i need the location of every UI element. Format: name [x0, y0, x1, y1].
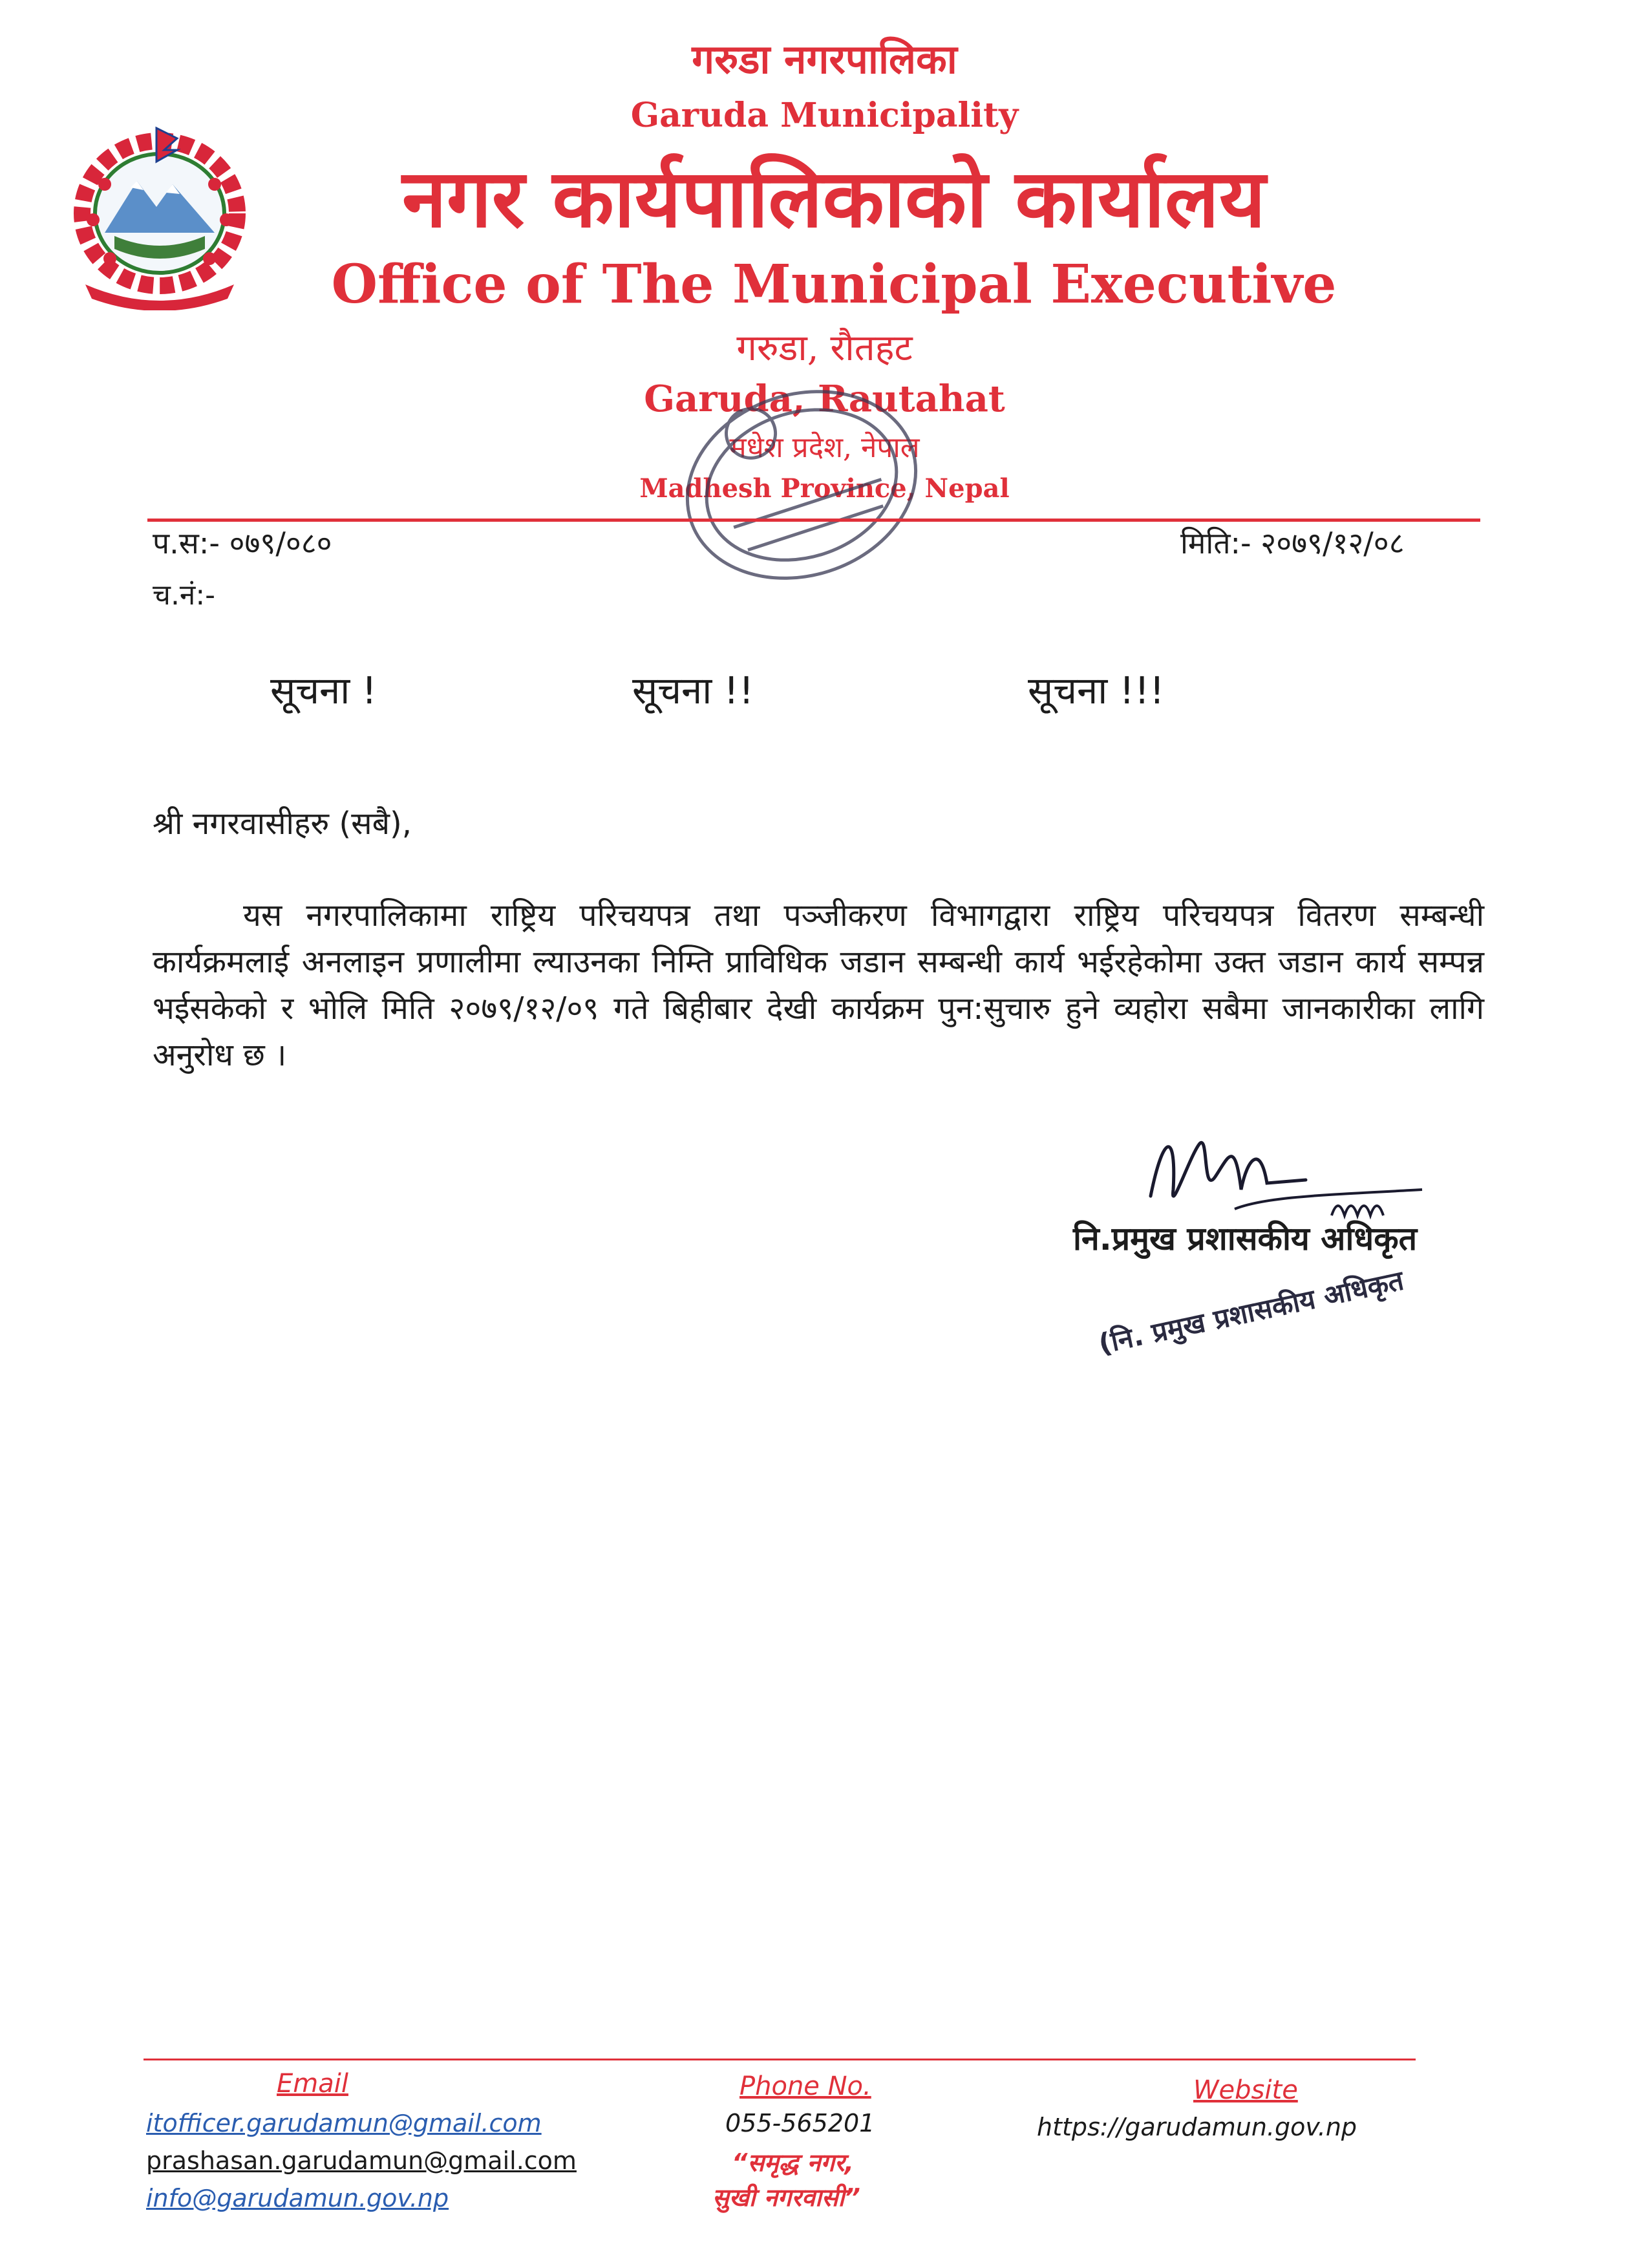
- footer-divider: [144, 2059, 1416, 2060]
- reference-number: प.स:- ०७९/०८०: [153, 526, 332, 561]
- notice-heading-1: सूचना !: [270, 669, 377, 712]
- website-link[interactable]: https://garudamun.gov.np: [1037, 2113, 1357, 2141]
- salutation: श्री नगरवासीहरु (सबै),: [153, 806, 412, 842]
- email-link-itofficer[interactable]: itofficer.garudamun@gmail.com: [146, 2109, 542, 2137]
- slogan-line-1: “समृद्ध नगर,: [732, 2148, 854, 2177]
- footer-phone-heading: Phone No.: [739, 2071, 871, 2101]
- footer-website-heading: Website: [1193, 2075, 1298, 2105]
- letter-date: मिति:- २०७९/१२/०८: [1180, 526, 1405, 561]
- notice-heading-3: सूचना !!!: [1028, 669, 1165, 712]
- address-english: Garuda, Rautahat: [644, 378, 1005, 420]
- notice-body: यस नगरपालिकामा राष्ट्रिय परिचयपत्र तथा पञ्जीकरण विभागद्वारा राष्ट्रिय परिचयपत्र वितरण सम्बन्धी कार्यक्रमलाई अनलाइन प्रणालीमा ल्याउनका निम्ति प्राविधिक जडान सम्बन्धी कार्य भईरहेकोमा उक्त जडान कार्य सम्पन्न भईसकेको र भोलि मिति २०७९/१२/०९ गते बिहीबार देखी कार्यक्रम पुन:सुचारु हुने व्यहोरा सबैमा जानकारीका लागि अनुरोध छ ।: [153, 897, 1484, 1073]
- notice-heading-2: सूचना !!: [632, 669, 754, 712]
- office-stamp: [672, 375, 931, 595]
- province-nepali: मधेश प्रदेश, नेपाल: [729, 431, 920, 464]
- slogan-line-2: सुखी नगरवासी”: [712, 2183, 860, 2212]
- signatory-title: नि.प्रमुख प्रशासकीय अधिकृत: [1073, 1220, 1418, 1257]
- municipality-name-nepali: गरुडा नगरपालिका: [692, 36, 957, 83]
- footer-email-heading: Email: [277, 2069, 348, 2099]
- province-english: Madhesh Province, Nepal: [639, 473, 1010, 504]
- municipality-name-english: Garuda Municipality: [630, 96, 1019, 135]
- dispatch-number: च.नं:-: [153, 579, 216, 612]
- phone-number: 055-565201: [725, 2109, 875, 2137]
- email-link-info[interactable]: info@garudamun.gov.np: [146, 2184, 449, 2212]
- signatory-seal-text: (नि. प्रमुख प्रशासकीय अधिकृत: [1096, 1264, 1407, 1360]
- header-divider: [147, 519, 1480, 522]
- office-title-english: Office of The Municipal Executive: [331, 253, 1337, 316]
- email-link-prashasan[interactable]: prashasan.garudamun@gmail.com: [146, 2146, 577, 2175]
- office-title-nepali: नगर कार्यपालिकाको कार्यालय: [402, 152, 1266, 246]
- nepal-emblem-logo: [59, 123, 260, 310]
- address-nepali: गरुडा, रौतहट: [736, 327, 913, 369]
